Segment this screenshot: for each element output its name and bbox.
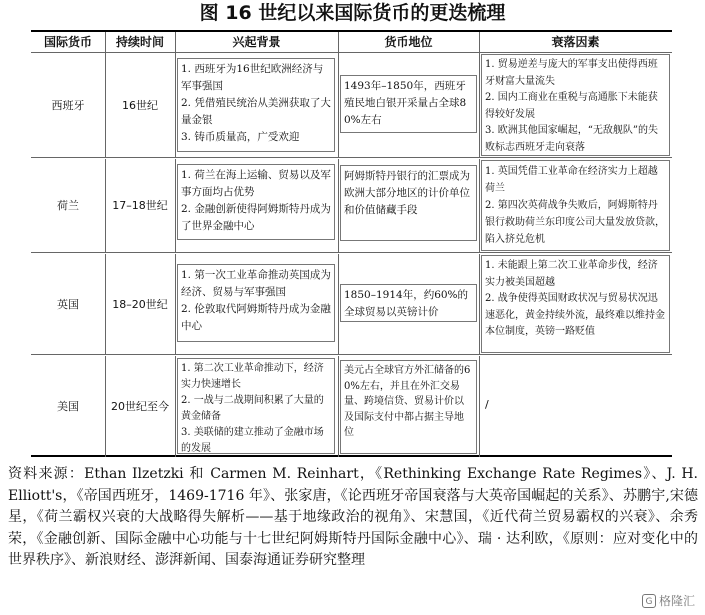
cell-currency: 荷兰 xyxy=(57,199,79,212)
header-decline: 衰落因素 xyxy=(551,35,600,49)
rise-item: 3. 美联储的建立推动了金融市场的发展 xyxy=(181,427,324,454)
watermark xyxy=(642,592,695,609)
decline-item: 1. 贸易逆差与庞大的军事支出使得西班牙财富大量流失 xyxy=(485,59,658,87)
cell-duration: 20世纪至今 xyxy=(111,400,169,413)
decline-item: 2. 第四次英荷战争失败后，阿姆斯特丹银行救助荷兰东印度公司大量发放贷款，陷入挤兑危机 xyxy=(485,200,665,245)
rise-item: 1. 荷兰在海上运输、贸易以及军事方面均占优势 xyxy=(181,169,331,198)
table-row-netherlands xyxy=(31,159,672,253)
rise-item: 2. 凭借殖民统治从美洲获取了大量金银 xyxy=(181,97,331,126)
cell-status xyxy=(340,284,477,322)
cell-rise xyxy=(177,358,335,454)
cell-duration: 17–18世纪 xyxy=(112,199,168,212)
cell-status xyxy=(340,165,477,241)
figure-title: 图 16 世纪以来国际货币的更迭梳理 xyxy=(199,2,506,24)
cell-currency: 英国 xyxy=(57,297,79,311)
currency-history-table xyxy=(31,30,672,457)
watermark-logo-icon: G xyxy=(642,594,656,608)
cell-decline xyxy=(481,160,670,251)
cell-status xyxy=(340,360,477,454)
cell-rise xyxy=(177,164,335,240)
table-row-usa xyxy=(31,356,672,457)
cell-duration: 16世纪 xyxy=(122,98,158,112)
table-row-uk xyxy=(31,254,672,355)
header-rise: 兴起背景 xyxy=(232,35,281,49)
table-row-spain xyxy=(31,53,672,158)
cell-decline xyxy=(481,356,670,457)
cell-rise xyxy=(177,58,335,152)
rise-item: 3. 铸币质量高，广受欢迎 xyxy=(181,131,300,143)
cell-rise xyxy=(177,264,335,342)
status-text: 美元占全球官方外汇储备的60%左右，并且在外汇交易量、跨境信贷、贸易计价以及国际支付中都占据主导地位 xyxy=(344,365,471,438)
decline-item: 1. 英国凭借工业革命在经济实力上超越荷兰 xyxy=(485,166,658,194)
status-text: 阿姆斯特丹银行的汇票成为欧洲大部分地区的计价单位和价值储藏手段 xyxy=(344,170,470,216)
rise-item: 2. 一战与二战期间积累了大量的黄金储备 xyxy=(181,395,324,422)
source-note: 资料来源：Ethan Ilzetzki 和 Carmen M. Reinhart，《Rethinking Exchange Rate Regimes》、J. H. Elliott's，《帝国西班牙，1469-1716 年》、张家唐，《论西班牙帝国衰落与大英帝国崛起的关系》、苏鹏宇,宋德星，《荷兰霸权兴衰的大战略得失解析——基于地缘政治的视角》、宋慧国，《近代荷兰贸易霸权的兴衰》、余秀荣，《金融创新、国际金融中心功能与十七世纪阿姆斯特丹国际金融中心》、瑞 · 达利欧，《原则：应对变化中的世界秩序》、新浪财经、澎湃新闻、国泰海通证券研究整理 xyxy=(8,466,698,568)
cell-decline xyxy=(481,255,670,353)
cell-status xyxy=(340,75,477,133)
cell-currency: 西班牙 xyxy=(51,98,85,112)
decline-item: 3. 欧洲其他国家崛起，“无敌舰队”的失败标志西班牙走向衰落 xyxy=(485,125,658,153)
rise-item: 1. 第二次工业革命推动下，经济实力快速增长 xyxy=(181,363,324,390)
status-text: 1850–1914年，约60%的全球贸易以英镑计价 xyxy=(344,289,469,318)
decline-item: / xyxy=(485,398,489,411)
decline-item: 1. 未能跟上第二次工业革命步伐，经济实力被美国超越 xyxy=(485,260,658,288)
rise-item: 2. 伦敦取代阿姆斯特丹成为金融中心 xyxy=(181,303,331,332)
cell-currency: 美国 xyxy=(57,400,79,413)
cell-decline xyxy=(481,54,670,156)
watermark-text: 格隆汇 xyxy=(658,594,695,608)
rise-item: 1. 西班牙为16世纪欧洲经济与军事强国 xyxy=(181,63,324,92)
decline-item: 2. 战争使得英国财政状况与贸易状况迅速恶化，黄金持续外流，最终难以维持金本位制度，英镑一路贬值 xyxy=(485,293,665,337)
table-header-row xyxy=(31,32,672,53)
cell-duration: 18–20世纪 xyxy=(112,297,168,311)
header-duration: 持续时间 xyxy=(115,35,164,49)
header-currency: 国际货币 xyxy=(43,35,92,49)
decline-item: 2. 国内工商业在重税与高通胀下未能获得较好发展 xyxy=(485,92,658,120)
rise-item: 1. 第一次工业革命推动英国成为经济、贸易与军事强国 xyxy=(181,269,331,298)
status-text: 1493年–1850年，西班牙殖民地白银开采量占全球80%左右 xyxy=(344,80,467,126)
header-status: 货币地位 xyxy=(384,35,433,49)
rise-item: 2. 金融创新使得阿姆斯特丹成为了世界金融中心 xyxy=(181,203,331,232)
